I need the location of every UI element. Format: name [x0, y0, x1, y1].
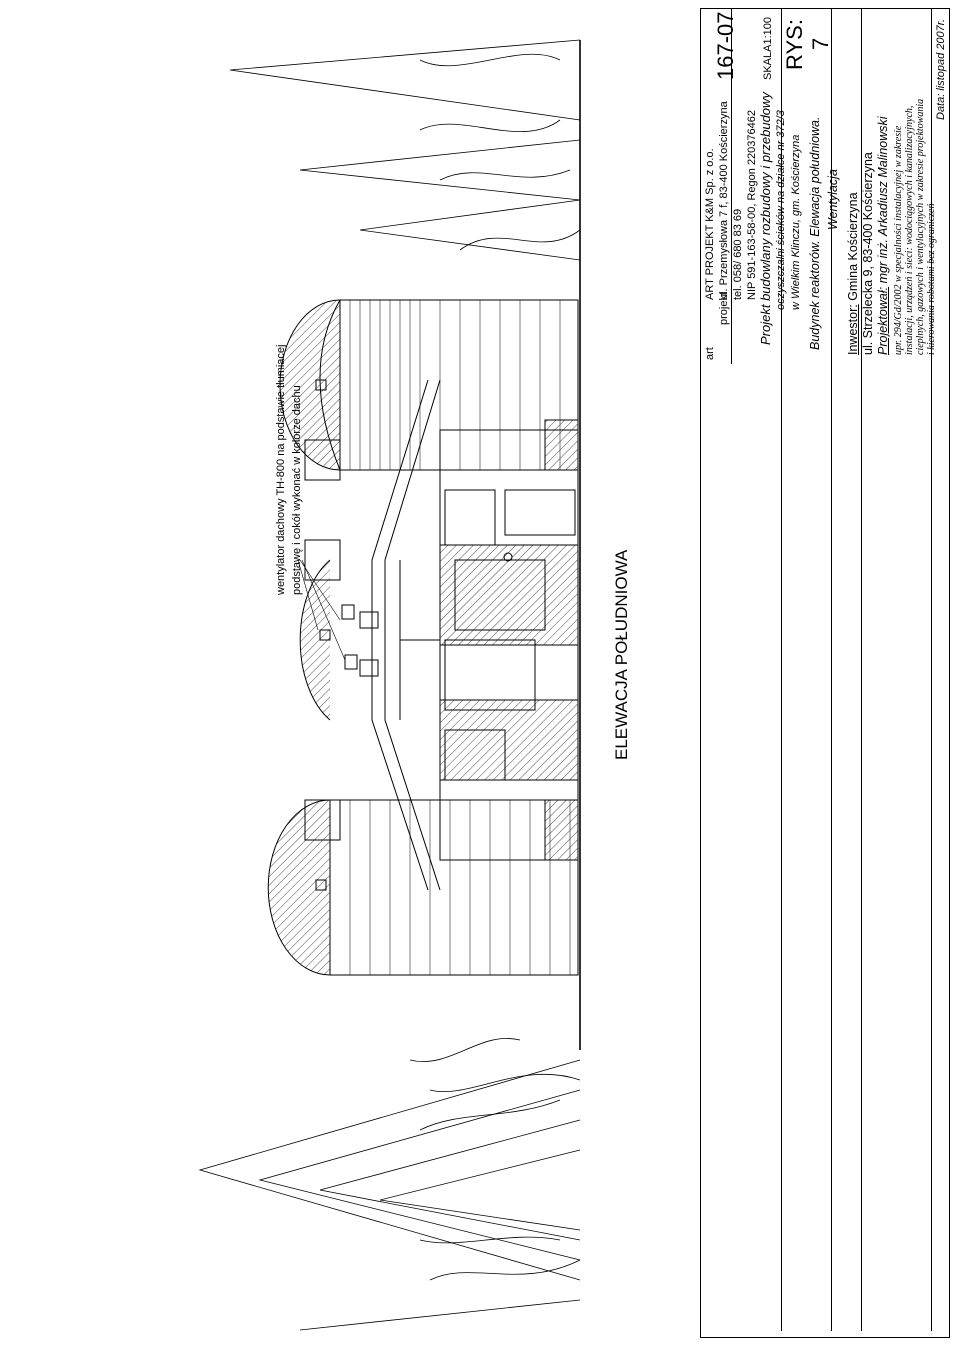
trees-top	[230, 40, 580, 260]
project-number: 167-07	[713, 11, 738, 80]
logo-projekt: projekt	[718, 291, 730, 325]
designer-name: mgr inż. Arkadiusz Malinowski	[876, 116, 890, 284]
date: Data: listopad 2007r.	[935, 18, 947, 120]
logo-art: art	[704, 347, 716, 360]
note-line-1: wentylator dachowy TH-800 na podstawie tłumiacej	[275, 344, 287, 595]
investor	[846, 192, 860, 355]
view-title: ELEWACJA POŁUDNIOWA	[612, 549, 631, 760]
license-1: upr. 294/Gd/2002 w specjalności instalacyjnej w zakresie	[893, 125, 904, 355]
investor-address: ul. Strzelecka 9, 83-400 Kościerzyna	[861, 152, 875, 355]
tank-top-ribs	[350, 300, 560, 470]
license-2: instalacji, urządzeń i sieci: wodociągowych i kanalizacyjnych,	[904, 105, 915, 355]
tank-middle	[300, 540, 378, 720]
license-3: cieplnych, gazowych i wentylacyjnych w zakresie projektowania	[915, 98, 926, 355]
investor-name: Gmina Kościerzyna	[846, 192, 860, 301]
license-4: i kierowania robotami bez ograniczeń	[926, 203, 937, 355]
tank-top	[280, 300, 578, 480]
company-address: ul. Przemysłowa 7 f, 83-400 Kościerzyna	[718, 101, 730, 300]
company-nip-regon: NIP 591-163-58-00, Regon 220376462	[746, 109, 758, 300]
trees-bottom	[200, 1038, 580, 1330]
discipline: Wentylacja	[826, 169, 840, 230]
designer	[876, 116, 890, 355]
scale: SKALA1:100	[762, 17, 774, 80]
note-line-2: podstawę i cokół wykonać w kolorze dachu	[291, 385, 303, 595]
sheet-label: RYS:	[782, 19, 807, 70]
tank-bottom	[268, 800, 578, 975]
sheet-title: Budynek reaktorów. Elewacja południowa.	[808, 116, 822, 350]
investor-label: Inwestor:	[846, 304, 860, 355]
designer-label: Projektował:	[876, 286, 890, 355]
project-title: Projekt budowlany rozbudowy i przebudowy	[758, 92, 773, 345]
project-desc-1: oczyszczalni ścieków na działce nr 372/3	[775, 110, 787, 310]
company-phone: tel. 058/ 680 83 69	[732, 208, 744, 300]
company-name: ART PROJEKT K&M Sp. z o.o.	[704, 148, 716, 300]
building-walls	[440, 420, 578, 860]
sheet-number: 7	[808, 37, 833, 50]
project-desc-2: w Wielkim Klinczu, gm. Kościerzyna	[790, 134, 802, 310]
